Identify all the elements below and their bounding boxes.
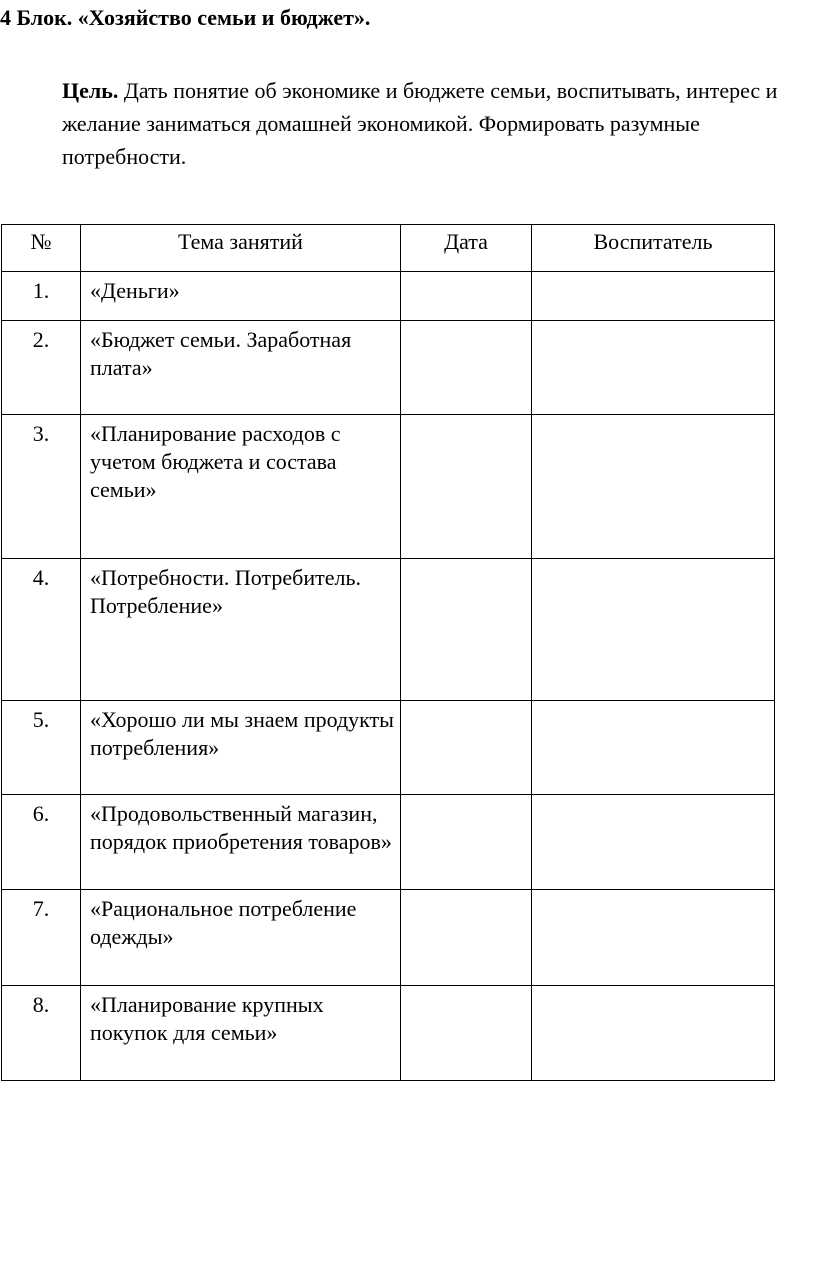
table-row (2, 321, 775, 415)
row-topic: «Продовольственный магазин, порядок приобретения товаров» (81, 795, 401, 890)
row-date-cell (401, 415, 532, 559)
row-date-cell (401, 701, 532, 795)
row-number: 6. (2, 795, 81, 890)
table-row (2, 415, 775, 559)
row-date-cell (401, 272, 532, 321)
row-topic: «Хорошо ли мы знаем продукты потребления» (81, 701, 401, 795)
goal-label: Цель. (62, 78, 119, 103)
row-number: 8. (2, 986, 81, 1081)
row-date-cell (401, 890, 532, 986)
row-date-cell (401, 321, 532, 415)
row-number: 3. (2, 415, 81, 559)
row-topic: «Рациональное потребление одежды» (81, 890, 401, 986)
table-row (2, 272, 775, 321)
goal-text: Дать понятие об экономике и бюджете семьи, воспитывать, интерес и желание заниматься домашней экономикой. Формировать разумные потребности. (62, 78, 778, 169)
row-date-cell (401, 795, 532, 890)
table-row (2, 795, 775, 890)
row-topic: «Потребности. Потребитель. Потребление» (81, 559, 401, 701)
row-teacher-cell (532, 890, 775, 986)
header-teacher: Воспитатель (532, 225, 775, 272)
table-row (2, 890, 775, 986)
row-teacher-cell (532, 701, 775, 795)
row-number: 1. (2, 272, 81, 321)
section-heading: 4 Блок. «Хозяйство семьи и бюджет». (0, 5, 371, 30)
row-teacher-cell (532, 795, 775, 890)
row-teacher-cell (532, 272, 775, 321)
row-date-cell (401, 986, 532, 1081)
goal-paragraph (62, 74, 792, 173)
row-teacher-cell (532, 321, 775, 415)
row-topic: «Бюджет семьи. Заработная плата» (81, 321, 401, 415)
row-teacher-cell (532, 986, 775, 1081)
row-number: 7. (2, 890, 81, 986)
lesson-plan-table (1, 224, 775, 1081)
table-header-row (2, 225, 775, 272)
row-teacher-cell (532, 559, 775, 701)
header-topic: Тема занятий (81, 225, 401, 272)
row-number: 4. (2, 559, 81, 701)
header-date: Дата (401, 225, 532, 272)
row-topic: «Деньги» (81, 272, 401, 321)
table-row (2, 701, 775, 795)
row-number: 5. (2, 701, 81, 795)
row-teacher-cell (532, 415, 775, 559)
row-date-cell (401, 559, 532, 701)
table-row (2, 986, 775, 1081)
row-number: 2. (2, 321, 81, 415)
row-topic: «Планирование крупных покупок для семьи» (81, 986, 401, 1081)
header-number: № (2, 225, 81, 272)
row-topic: «Планирование расходов с учетом бюджета и состава семьи» (81, 415, 401, 559)
table-row (2, 559, 775, 701)
